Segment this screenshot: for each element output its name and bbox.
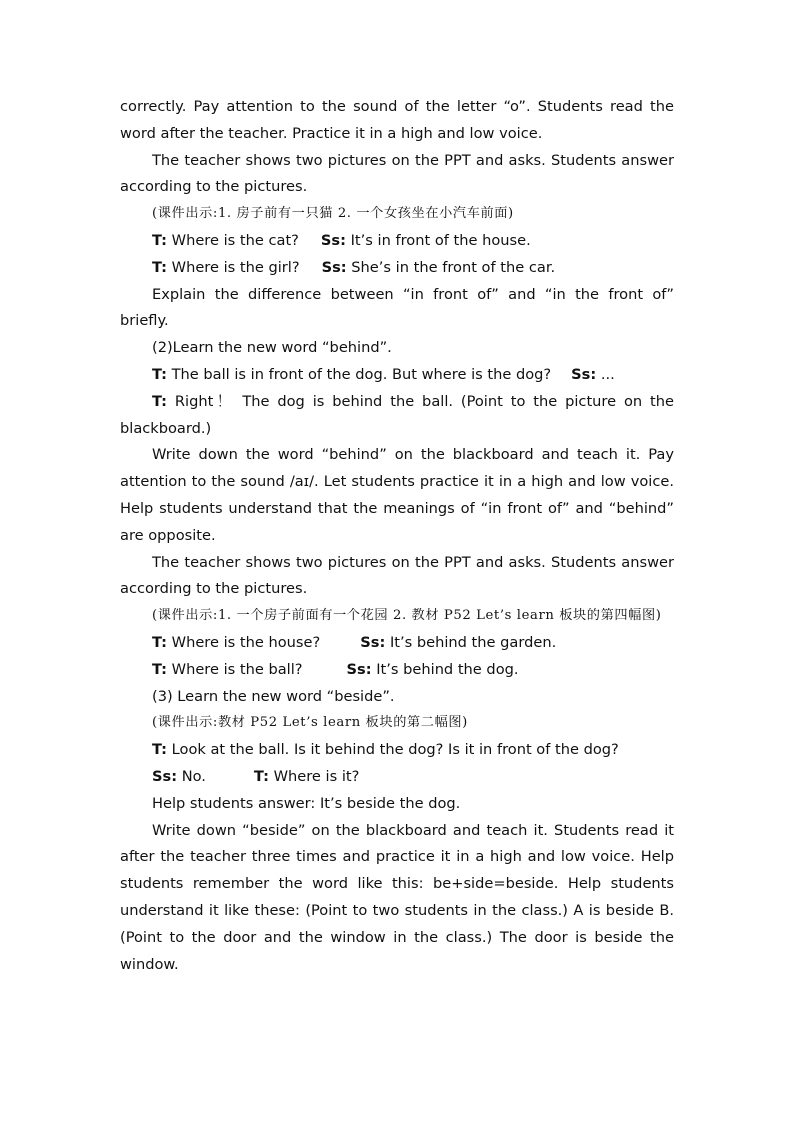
students-label: Ss: xyxy=(320,231,346,249)
students-answer: It’s behind the dog. xyxy=(376,660,519,678)
students-answer: No. xyxy=(181,767,206,785)
courseware-note-3: (课件出示:教材 P52 Let’s learn 板块的第二幅图) xyxy=(152,715,468,731)
dialogue-line-ball xyxy=(120,657,674,684)
teacher-label: T: xyxy=(253,767,269,785)
paragraph-explain-difference: Explain the difference between “in front of” and “in the front of” briefly. xyxy=(120,285,674,330)
document-page xyxy=(120,94,674,978)
teacher-question: The ball is in front of the dog. But where is the dog? xyxy=(171,365,552,383)
teacher-question: Where is the house? xyxy=(171,633,321,651)
teacher-question: Look at the ball. Is it behind the dog? Is it in front of the dog? xyxy=(171,741,619,759)
courseware-note-2: (课件出示:1. 一个房子前面有一个花园 2. 教材 P52 Let’s learn 板块的第四幅图) xyxy=(152,608,662,624)
dialogue-line-girl xyxy=(120,255,674,282)
teacher-statement: Right！ The dog is behind the ball. (Point to the picture on the blackboard.) xyxy=(120,392,675,437)
students-answer: It’s in front of the house. xyxy=(350,231,531,249)
teacher-label: T: xyxy=(152,231,167,249)
teacher-question: Where is it? xyxy=(273,767,360,785)
paragraph-teach-behind: Write down the word “behind” on the blackboard and teach it. Pay attention to the sound /aɪ/. Let students practice it in a high and low voice. Help students understand that the meanings of “in front of” and “behind” are opposite. xyxy=(120,446,674,544)
students-label: Ss: xyxy=(571,365,597,383)
dialogue-line-house xyxy=(120,630,674,657)
paragraph-pronunciation-o: correctly. Pay attention to the sound of the letter “o”. Students read the word after the teacher. Practice it in a high and low voice. xyxy=(120,98,674,142)
students-label: Ss: xyxy=(360,633,386,651)
students-answer: It’s behind the garden. xyxy=(389,633,557,651)
paragraph-teach-beside: Write down “beside” on the blackboard and teach it. Students read it after the teacher three times and practice it in a high and low voice. Help students remember the word like this: be+side=beside. Help students understand it like these: (Point to two students in the class.) A is beside B. (Point to the door and the window in the class.) The door is beside the window. xyxy=(120,821,674,973)
teacher-label: T: xyxy=(152,660,167,678)
dialogue-line-cat xyxy=(120,228,674,255)
paragraph-teacher-right xyxy=(120,389,674,443)
dialogue-line-dog xyxy=(120,362,674,389)
dialogue-line-no xyxy=(120,764,674,791)
section-heading-behind: (2)Learn the new word “behind”. xyxy=(152,339,392,357)
students-answer: ... xyxy=(600,365,615,383)
teacher-label: T: xyxy=(152,365,167,383)
teacher-question: Where is the ball? xyxy=(171,660,303,678)
paragraph-show-pictures-2: The teacher shows two pictures on the PPT and asks. Students answer according to the pictures. xyxy=(120,553,674,598)
paragraph-help-answer: Help students answer: It’s beside the dog. xyxy=(152,794,461,812)
teacher-label: T: xyxy=(152,258,167,276)
students-label: Ss: xyxy=(152,767,178,785)
courseware-note-1: (课件出示:1. 房子前有一只猫 2. 一个女孩坐在小汽车前面) xyxy=(152,206,514,222)
teacher-label: T: xyxy=(152,633,167,651)
teacher-label: T: xyxy=(152,741,167,759)
students-label: Ss: xyxy=(346,660,372,678)
teacher-label: T: xyxy=(152,392,167,410)
teacher-question: Where is the girl? xyxy=(171,258,300,276)
students-answer: She’s in the front of the car. xyxy=(351,258,556,276)
paragraph-show-pictures-1: The teacher shows two pictures on the PPT and asks. Students answer according to the pictures. xyxy=(120,151,674,196)
students-label: Ss: xyxy=(321,258,347,276)
section-heading-beside: (3) Learn the new word “beside”. xyxy=(152,687,395,705)
teacher-question: Where is the cat? xyxy=(171,231,299,249)
dialogue-line-look-ball xyxy=(120,737,674,764)
